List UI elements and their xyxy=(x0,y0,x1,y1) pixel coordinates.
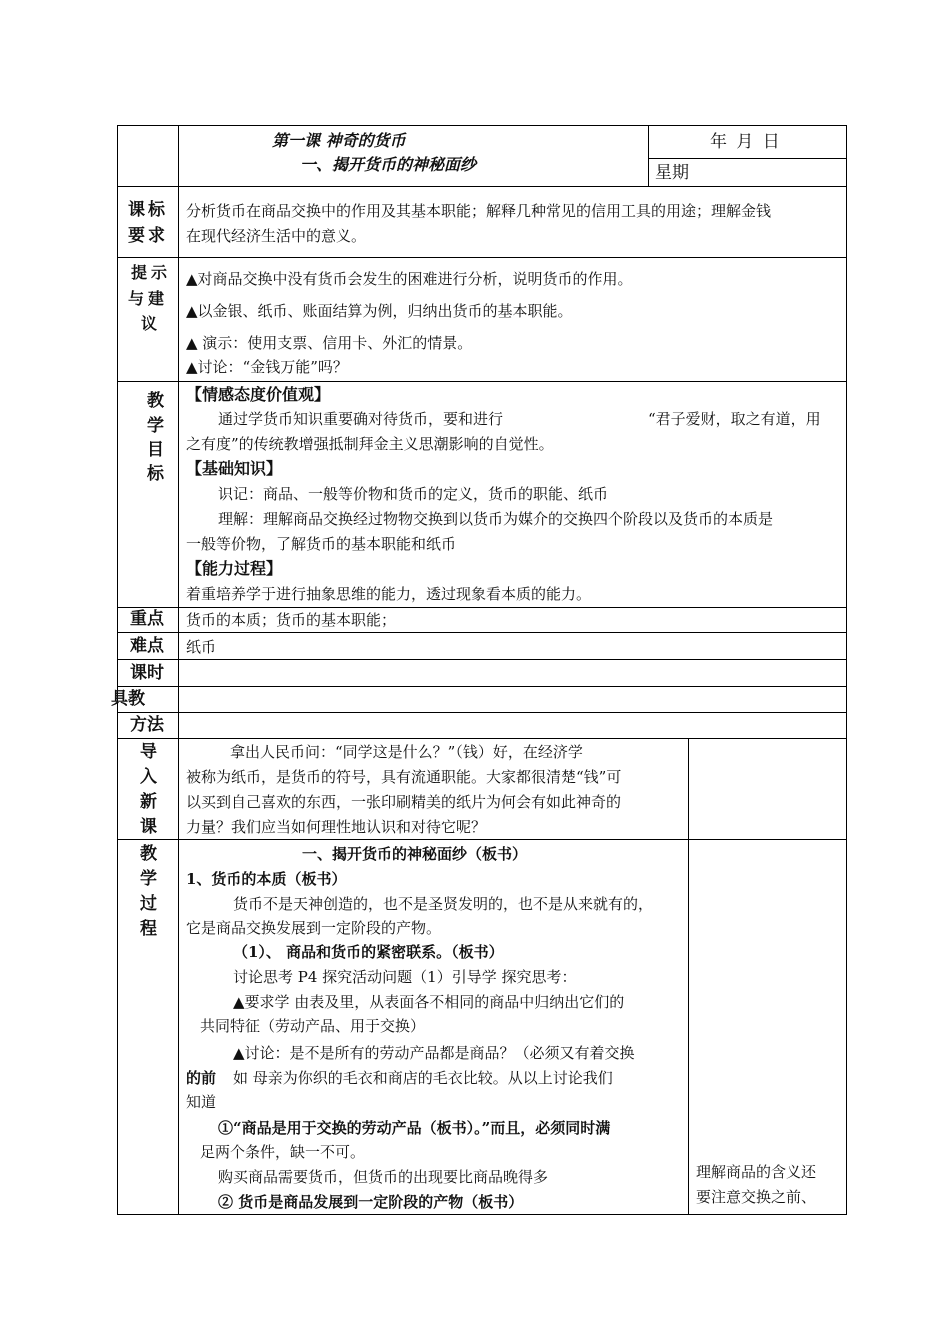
process-text: ▲讨论：是不是所有的劳动产品都是商品？（必须又有着交换 xyxy=(233,1044,635,1062)
divider-difficulty xyxy=(117,659,847,660)
method-label: 方法 xyxy=(130,715,164,735)
process-text: 如 母亲为你织的毛衣和商店的毛衣比较。从以上讨论我们 xyxy=(233,1069,613,1087)
side-note-2: 要注意交换之前、 xyxy=(696,1188,817,1206)
side-notes-divider xyxy=(688,738,689,1215)
process-text: 讨论思考 P4 探究活动问题（1）引导学 探究思考： xyxy=(233,968,577,986)
keypoint-label: 重点 xyxy=(130,609,164,629)
hint-item: ▲讨论：“金钱万能”吗？ xyxy=(186,358,348,376)
process-text: 足两个条件，缺一不可。 xyxy=(200,1143,366,1161)
emotion-heading: 【情感态度价值观】 xyxy=(186,385,331,404)
table-border-right xyxy=(846,125,847,1215)
emotion-quote: “君子爱财，取之有道，用 xyxy=(648,410,821,428)
intro-label-char: 课 xyxy=(140,817,157,837)
difficulty-label: 难点 xyxy=(130,636,164,656)
process-text: 购买商品需要货币，但货币的出现要比商品晚得多 xyxy=(218,1168,549,1186)
process-subheading-1: 1、货币的本质（板书） xyxy=(186,870,347,888)
column-divider xyxy=(178,125,179,1215)
intro-text-3: 以买到自己喜欢的东西，一张印刷精美的纸片为何会有如此神奇的 xyxy=(186,793,622,811)
divider-tools xyxy=(117,712,847,713)
process-label-char: 程 xyxy=(140,919,157,939)
hints-label-1: 提示 xyxy=(131,263,172,282)
side-note-1: 理解商品的含义还 xyxy=(696,1163,817,1181)
divider-goals xyxy=(117,607,847,608)
intro-text-4: 力量？我们应当如何理性地认识和对待它呢？ xyxy=(186,818,487,836)
divider-hints xyxy=(117,381,847,382)
keypoint-value: 货币的本质；货币的基本职能； xyxy=(186,611,397,629)
ability-text: 着重培养学于进行抽象思维的能力，透过现象看本质的能力。 xyxy=(186,585,592,603)
divider-standard xyxy=(117,257,847,258)
lesson-title: 第一课 神奇的货币 xyxy=(272,131,406,150)
knowledge-text-2: 理解：理解商品交换经过物物交换到以货币为媒介的交换四个阶段以及货币的本质是 xyxy=(218,510,774,528)
process-label-char: 教 xyxy=(140,844,157,864)
standard-label-2: 要求 xyxy=(128,226,168,246)
process-text: ▲要求学 由表及里，从表面各不相同的商品中归纳出它们的 xyxy=(233,993,625,1011)
table-border-bottom xyxy=(117,1214,847,1215)
intro-label-char: 导 xyxy=(140,742,157,762)
weekday-label: 星期 xyxy=(655,163,689,183)
process-subheading-2: （1）、 商品和货币的紧密联系。（板书） xyxy=(233,943,504,961)
divider-header xyxy=(117,186,847,187)
standard-text-2: 在现代经济生活中的意义。 xyxy=(186,227,367,245)
divider-intro xyxy=(117,839,847,840)
tools-label: 具教 xyxy=(111,689,145,709)
process-heading: 一、揭开货币的神秘面纱（板书） xyxy=(302,845,528,863)
emotion-text-1: 通过学货币知识重要确对待货币，要和进行 xyxy=(218,410,504,428)
hint-item: ▲以金银、纸币、账面结算为例，归纳出货币的基本职能。 xyxy=(186,302,573,320)
divider-keypoint xyxy=(117,632,847,633)
difficulty-value: 纸币 xyxy=(186,638,217,656)
ability-heading: 【能力过程】 xyxy=(186,559,283,578)
section-title: 一、揭开货币的神秘面纱 xyxy=(300,155,477,174)
goals-label-char: 标 xyxy=(147,464,164,484)
emotion-text-2: 之有度”的传统教增强抵制拜金主义思潮影响的自觉性。 xyxy=(186,435,554,453)
intro-label-char: 入 xyxy=(140,767,157,787)
hints-label-2: 与建 xyxy=(128,289,169,308)
hours-label: 课时 xyxy=(130,663,164,683)
process-point-2: ② 货币是商品发展到一定阶段的产物（板书） xyxy=(218,1193,524,1211)
goals-label-char: 学 xyxy=(147,416,164,436)
knowledge-text-3: 一般等价物，了解货币的基本职能和纸币 xyxy=(186,535,457,553)
table-border-left xyxy=(117,125,118,1215)
divider-date xyxy=(648,158,847,159)
process-text: 共同特征（劳动产品、用于交换） xyxy=(200,1017,426,1035)
goals-label-char: 目 xyxy=(147,440,164,460)
table-border-top xyxy=(117,125,847,126)
process-text: 货币不是天神创造的，也不是圣贤发明的，也不是从来就有的， xyxy=(233,895,654,913)
knowledge-text-1: 识记：商品、一般等价物和货币的定义，货币的职能、纸币 xyxy=(218,485,609,503)
intro-text-1: 拿出人民币问：“同学这是什么？”（钱）好，在经济学 xyxy=(230,743,583,761)
goals-label-char: 教 xyxy=(147,391,164,411)
process-text: 知道 xyxy=(186,1093,217,1111)
process-text: 它是商品交换发展到一定阶段的产物。 xyxy=(186,919,442,937)
intro-label-char: 新 xyxy=(140,792,157,812)
hints-label-3: 议 xyxy=(141,314,158,333)
process-label-char: 学 xyxy=(140,869,157,889)
process-point-1: ①“商品是用于交换的劳动产品（板书）。”而且，必须同时满 xyxy=(218,1119,611,1137)
date-label: 年 月 日 xyxy=(710,132,782,152)
standard-label-1: 课标 xyxy=(128,200,168,220)
hint-item: ▲ 演示：使用支票、信用卡、外汇的情景。 xyxy=(186,334,473,352)
divider-hours xyxy=(117,686,847,687)
process-text: 的前 xyxy=(186,1069,217,1087)
standard-text-1: 分析货币在商品交换中的作用及其基本职能；解释几种常见的信用工具的用途；理解金钱 xyxy=(186,202,772,220)
header-date-divider xyxy=(648,125,649,187)
process-label-char: 过 xyxy=(140,894,157,914)
divider-method xyxy=(117,738,847,739)
knowledge-heading: 【基础知识】 xyxy=(186,459,283,478)
intro-text-2: 被称为纸币，是货币的符号，具有流通职能。大家都很清楚“钱”可 xyxy=(186,768,622,786)
hint-item: ▲对商品交换中没有货币会发生的困难进行分析，说明货币的作用。 xyxy=(186,270,633,288)
